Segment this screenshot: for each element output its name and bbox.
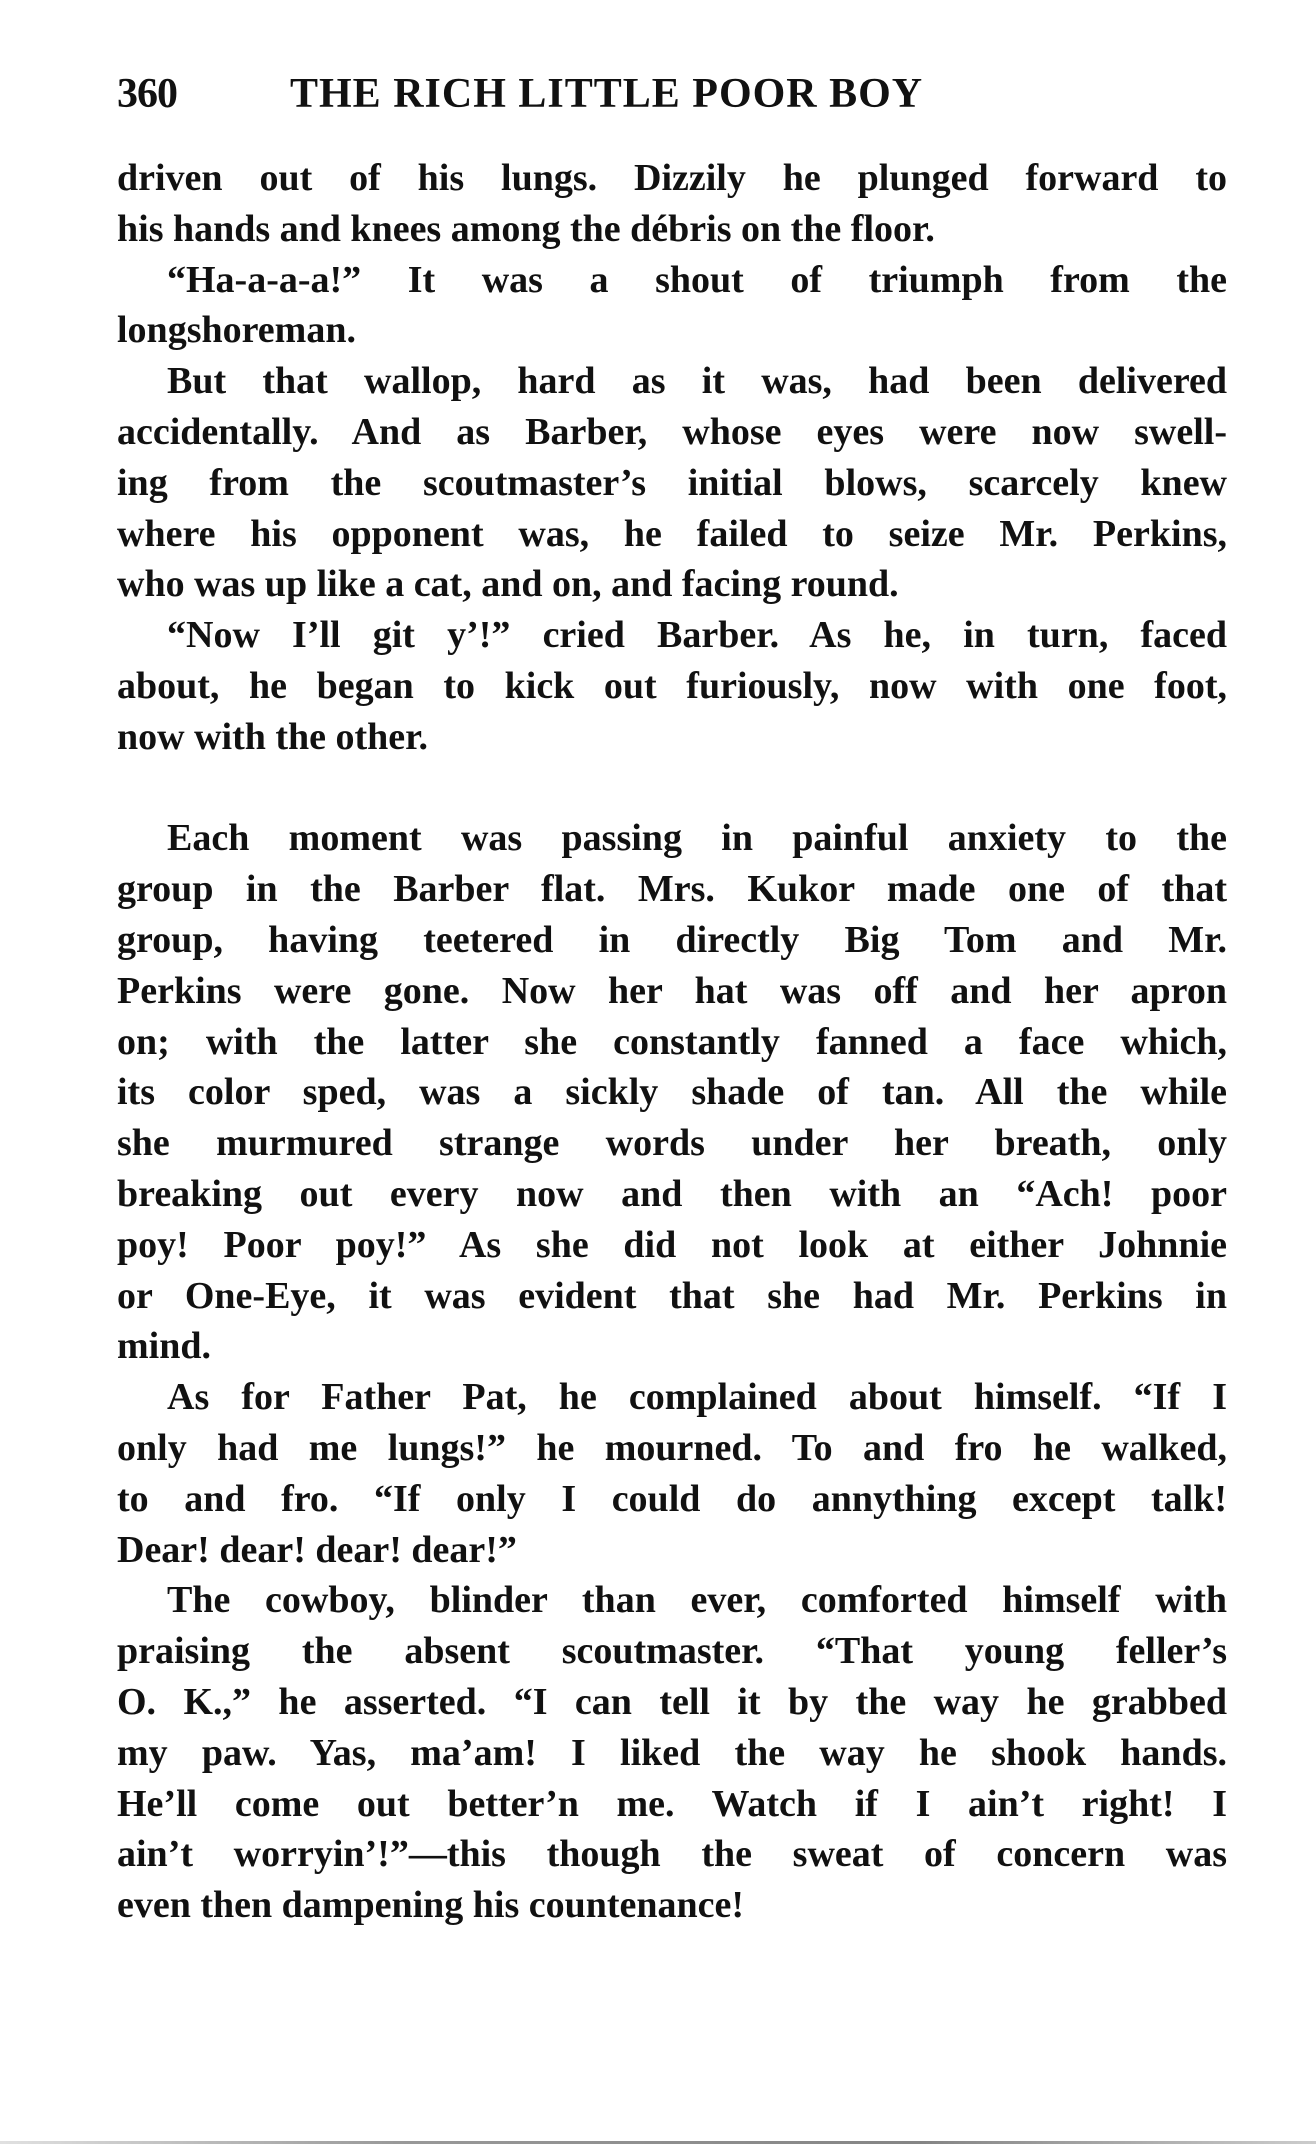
text-line: now with the other. <box>117 715 429 758</box>
text-line: Perkins were gone. Now her hat was off and her apron <box>117 969 1227 1012</box>
page-body <box>117 153 1227 1931</box>
text-line: who was up like a cat, and on, and facing round. <box>117 563 899 606</box>
text-line: to and fro. “If only I could do annything except talk! <box>117 1477 1227 1520</box>
section-break <box>117 763 1227 814</box>
text-line: The cowboy, blinder than ever, comforted himself with <box>167 1579 1227 1622</box>
text-line: she murmured strange words under her breath, only <box>117 1122 1227 1165</box>
text-line: even then dampening his countenance! <box>117 1884 745 1927</box>
paragraph <box>117 1575 1227 1931</box>
text-line: O. K.,” he asserted. “I can tell it by the way he grabbed <box>117 1680 1227 1723</box>
text-line: driven out of his lungs. Dizzily he plunged forward to <box>117 157 1227 199</box>
paragraph <box>117 610 1227 762</box>
text-line: “Now I’ll git y’!” cried Barber. As he, in turn, faced <box>167 614 1227 657</box>
text-line: his hands and knees among the débris on the floor. <box>117 207 935 250</box>
text-line: or One-Eye, it was evident that she had Mr. Perkins in <box>117 1274 1227 1317</box>
paragraph <box>117 255 1227 357</box>
text-line: only had me lungs!” he mourned. To and fro he walked, <box>117 1426 1227 1469</box>
text-line: “Ha-a-a-a!” It was a shout of triumph from the <box>167 258 1227 301</box>
text-line: longshoreman. <box>117 309 356 352</box>
text-line: poy! Poor poy!” As she did not look at either Johnnie <box>117 1223 1227 1266</box>
paragraph <box>117 1372 1227 1575</box>
paragraph <box>117 356 1227 610</box>
text-line: Each moment was passing in painful anxiety to the <box>167 817 1227 860</box>
text-line: accidentally. And as Barber, whose eyes were now swell- <box>117 410 1227 453</box>
running-header <box>117 66 1227 122</box>
page-number: 360 <box>117 71 177 117</box>
text-line: He’ll come out better’n me. Watch if I ain’t right! I <box>117 1782 1227 1825</box>
paragraph <box>117 813 1227 1372</box>
text-line: mind. <box>117 1325 211 1368</box>
text-line: Dear! dear! dear! dear!” <box>117 1528 517 1571</box>
text-line: group in the Barber flat. Mrs. Kukor made one of that <box>117 868 1227 911</box>
text-line: breaking out every now and then with an “Ach! poor <box>117 1172 1227 1215</box>
page-edge-shadow <box>0 2141 1316 2144</box>
text-line: my paw. Yas, ma’am! I liked the way he shook hands. <box>117 1731 1227 1774</box>
text-line: ain’t worryin’!”—this though the sweat of concern was <box>117 1833 1227 1876</box>
text-line: ing from the scoutmaster’s initial blows, scarcely knew <box>117 461 1227 504</box>
running-title: THE RICH LITTLE POOR BOY <box>290 71 924 117</box>
paragraph <box>117 153 1227 255</box>
text-line: where his opponent was, he failed to seize Mr. Perkins, <box>117 512 1227 555</box>
text-line: As for Father Pat, he complained about himself. “If I <box>167 1376 1227 1419</box>
text-line: praising the absent scoutmaster. “That young feller’s <box>117 1630 1227 1673</box>
text-line: about, he began to kick out furiously, now with one foot, <box>117 664 1227 707</box>
text-line: group, having teetered in directly Big Tom and Mr. <box>117 918 1227 961</box>
text-line: But that wallop, hard as it was, had been delivered <box>167 360 1227 403</box>
text-line: on; with the latter she constantly fanned a face which, <box>117 1020 1227 1063</box>
text-line: its color sped, was a sickly shade of tan. All the while <box>117 1071 1227 1114</box>
